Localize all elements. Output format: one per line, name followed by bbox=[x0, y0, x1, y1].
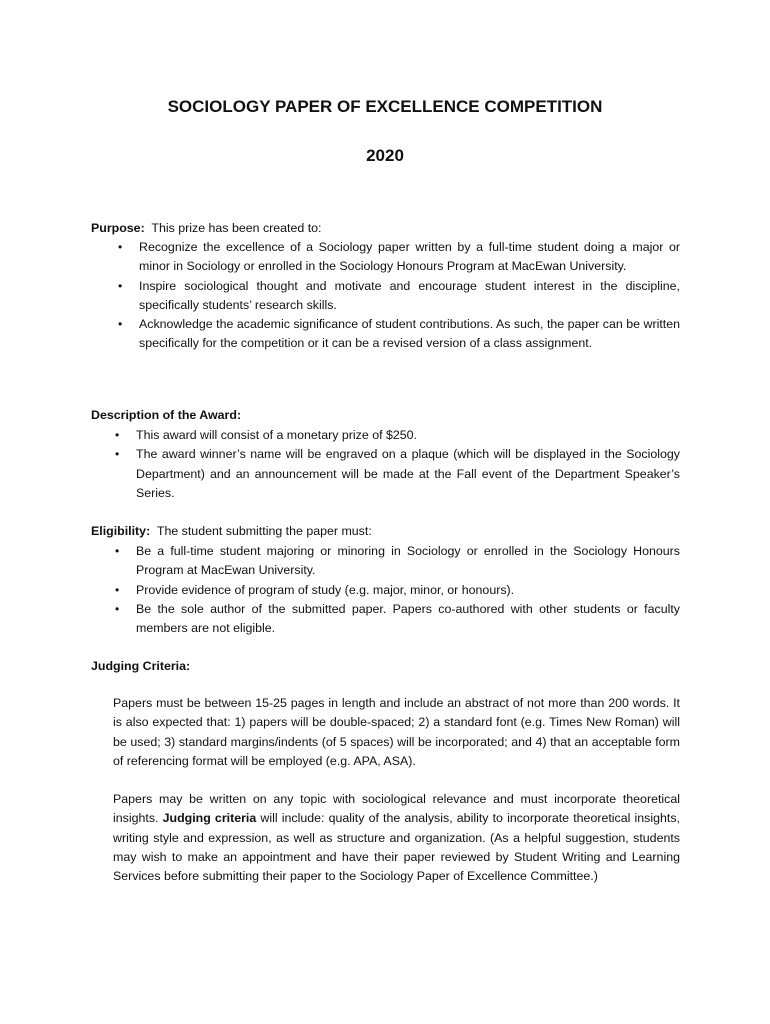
purpose-item: • Recognize the excellence of a Sociology paper written by a full-time student doing a major or minor in Sociology or enrolled in the Sociology Honours Program at MacEwan University. bbox=[139, 238, 680, 277]
judging-paragraph-1: Papers must be between 15-25 pages in length and include an abstract of not more than 200 words. It is also expected that: 1) papers will be double-spaced; 2) a standard font (e.g. Times New Roman) will be used; 3) standard margins/indents (of 5 spaces) will be incorporated; and 4) that an acceptable form of referencing format will be employed (e.g. APA, ASA). bbox=[113, 696, 680, 768]
eligibility-intro: The student submitting the paper must: bbox=[156, 524, 372, 538]
eligibility-label: Eligibility: bbox=[91, 524, 151, 538]
eligibility-item: • Be a full-time student majoring or minoring in Sociology or enrolled in the Sociology Honours Program at MacEwan University. bbox=[136, 542, 680, 581]
eligibility-item: • Be the sole author of the submitted paper. Papers co-authored with other students or faculty members are not eligible. bbox=[136, 600, 680, 639]
eligibility-item: • Provide evidence of program of study (e.g. major, minor, or honours). bbox=[136, 581, 680, 600]
judging-criteria-bold: Judging criteria bbox=[162, 811, 257, 826]
purpose-item: • Inspire sociological thought and motivate and encourage student interest in the discipline, specifically students’ research skills. bbox=[139, 277, 680, 316]
purpose-intro: This prize has been created to: bbox=[151, 221, 322, 235]
purpose-label: Purpose: bbox=[91, 221, 145, 235]
eligibility-heading bbox=[91, 522, 691, 541]
award-list bbox=[136, 426, 680, 503]
eligibility-list bbox=[136, 542, 680, 638]
judging-paragraph-2-start: Papers may be written on any topic with sociological relevance and must incorporate theoretical insights. bbox=[113, 792, 680, 826]
award-item: • The award winner’s name will be engraved on a plaque (which will be displayed in the Sociology Department) and an announcement will be made at the Fall event of the Department Speaker’s Series. bbox=[136, 445, 680, 503]
purpose-heading bbox=[91, 219, 691, 238]
judging-label: Judging Criteria: bbox=[91, 659, 191, 673]
purpose-item: • Acknowledge the academic significance of student contributions. As such, the paper can be written specifically for the competition or it can be a revised version of a class assignment. bbox=[139, 315, 680, 354]
document-title: SOCIOLOGY PAPER OF EXCELLENCE COMPETITION bbox=[167, 97, 603, 116]
award-label: Description of the Award: bbox=[91, 408, 242, 422]
judging-paragraph-2-end: will include: quality of the analysis, ability to incorporate theoretical insights, writing style and expression, as well as structure and organization. (As a helpful suggestion, students may wish to make an appointment and have their paper reviewed by Student Writing and Learning Services before submitting their paper to the Sociology Paper of Excellence Committee.) bbox=[113, 811, 680, 884]
judging-paragraph-2 bbox=[113, 790, 680, 886]
document-year: 2020 bbox=[366, 146, 404, 165]
award-item: • This award will consist of a monetary prize of $250. bbox=[136, 426, 680, 445]
purpose-list bbox=[139, 238, 680, 354]
